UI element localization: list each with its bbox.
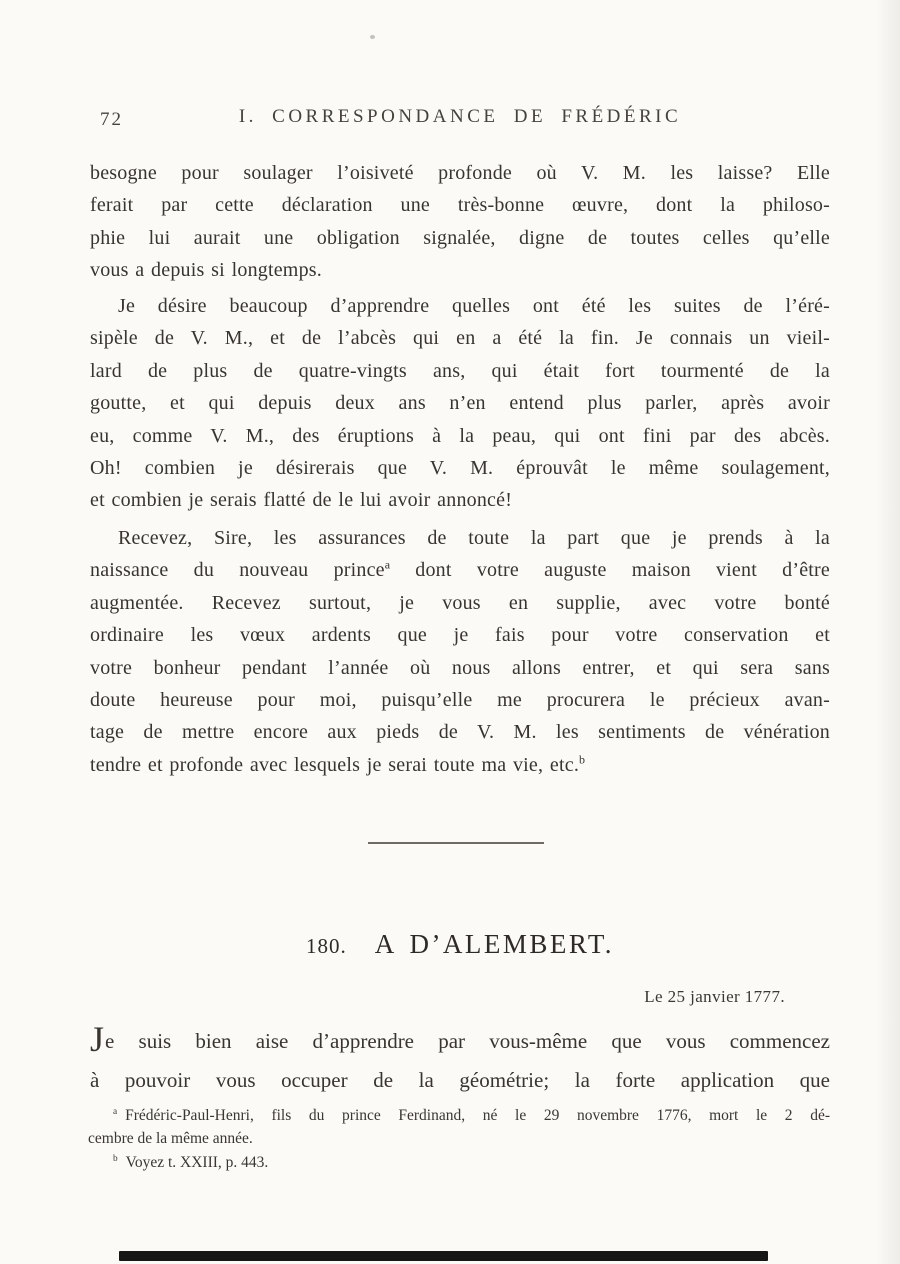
footnote-text: Frédéric-Paul-Henri, fils du prince Ferdinand, né le 29 novembre 1776, mort le 2 dé- [125, 1107, 830, 1124]
scan-speck [370, 35, 375, 39]
footnote-text: Voyez t. XXIII, p. 443. [125, 1153, 269, 1171]
text-line: Recevez, Sire, les assurances de toute la part que je prends à la [118, 527, 830, 549]
text-line: ordinaire les vœux ardents que je fais pour votre conservation et [90, 624, 830, 647]
text-line-continuation: e suis bien aise d’apprendre par vous-même que vous commencez [105, 1029, 830, 1053]
text-line: goutte, et qui depuis deux ans n’en entend plus parler, après avoir [90, 392, 830, 415]
paragraph-1 [90, 157, 830, 287]
footnote-line: cembre de la même année. [88, 1130, 253, 1148]
text-line: tendre et profonde avec lesquels je serai toute ma vie, etc.$^b$ [90, 752, 586, 776]
text-line: votre bonheur pendant l’année où nous allons entrer, et qui sera sans [90, 656, 830, 679]
text-line: à pouvoir vous occuper de la géométrie; la forte application que [90, 1067, 830, 1092]
section-title: A D’ALEMBERT. [374, 929, 615, 959]
text-line: ferait par cette déclaration une très-bonne œuvre, dont la philoso- [90, 194, 830, 217]
footnote-line [88, 1104, 830, 1127]
text-line: sipèle de V. M., et de l’abcès qui en a été la fin. Je connais un vieil- [90, 327, 830, 350]
text-line [90, 1022, 830, 1061]
section-heading [90, 929, 830, 960]
footnote-marker: a [113, 1106, 118, 1117]
text-line: phie lui aurait une obligation signalée, digne de toutes celles qu’elle [90, 226, 830, 249]
text-line: besogne pour soulager l’oisiveté profonde où V. M. les laisse? Elle [90, 162, 830, 184]
scan-edge-shadow [876, 0, 900, 1264]
text-line: eu, comme V. M., des éruptions à la peau, qui ont fini par des abcès. [90, 424, 830, 447]
text-line: doute heureuse pour moi, puisqu’elle me procurera le précieux avan- [90, 689, 830, 712]
text-line: vous a depuis si longtemps. [90, 259, 322, 282]
section-number: 180. [305, 934, 347, 958]
text-line: naissance du nouveau prince$^a$ dont votre auguste maison vient d’être [90, 557, 830, 582]
scan-bottom-bar [119, 1251, 768, 1261]
section-divider-rule [368, 842, 544, 844]
text-line: et combien je serais flatté de le lui avoir annoncé! [90, 489, 513, 512]
footnote-line [88, 1151, 830, 1174]
letter-opening [90, 1022, 830, 1099]
text-line: tage de mettre encore aux pieds de V. M. les sentiments de vénération [90, 721, 830, 744]
footnote-marker: b [113, 1153, 118, 1164]
letter-date: Le 25 janvier 1777. [644, 987, 785, 1006]
running-title: I. CORRESPONDANCE DE FRÉDÉRIC [238, 106, 682, 127]
paragraph-2 [90, 290, 830, 517]
footnotes [88, 1104, 830, 1174]
text-line: lard de plus de quatre-vingts ans, qui était fort tourmenté de la [90, 359, 830, 382]
text-line: augmentée. Recevez surtout, je vous en supplie, avec votre bonté [90, 591, 830, 614]
text-line: Oh! combien je désirerais que V. M. éprouvât le même soulagement, [90, 457, 830, 480]
running-head [90, 106, 830, 136]
page-number: 72 [100, 109, 123, 130]
drop-cap-initial: J [90, 1022, 106, 1059]
text-line: Je désire beaucoup d’apprendre quelles ont été les suites de l’éré- [118, 295, 830, 317]
paragraph-3 [90, 522, 830, 781]
